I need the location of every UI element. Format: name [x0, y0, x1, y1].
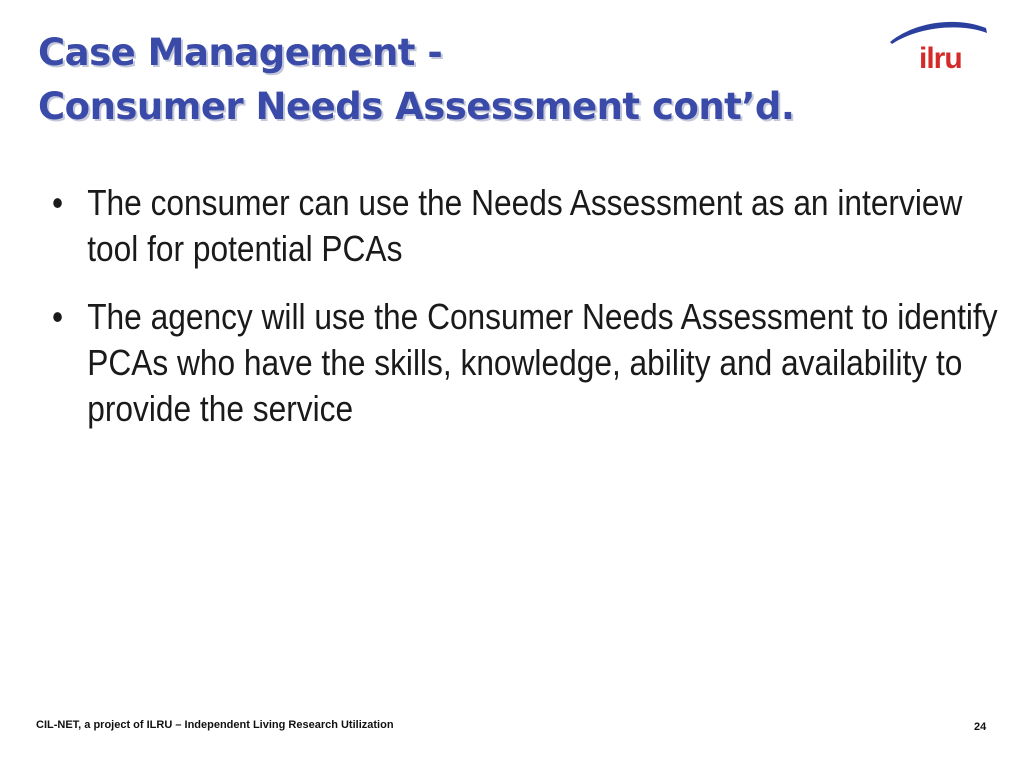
footer-text: CIL-NET, a project of ILRU – Independent Living Research Utilization	[36, 719, 394, 731]
ilru-logo-text: ilru	[919, 42, 962, 72]
bullet-marker: •	[52, 296, 64, 337]
bullet-text: The agency will use the Consumer Needs Assessment to identify PCAs who have the skills, knowledge, ability and availability to provide the service	[87, 296, 998, 429]
bullet-text: The consumer can use the Needs Assessment as an interview tool for potential PCAs	[87, 182, 963, 269]
bullet-item	[52, 180, 1002, 272]
ilru-logo-arc	[890, 22, 987, 44]
bullet-marker: •	[52, 182, 64, 223]
bullet-item	[52, 294, 1002, 432]
slide-title-line-1: Case Management -	[38, 31, 443, 74]
bullet-list	[52, 180, 998, 454]
ilru-logo	[886, 16, 992, 72]
page-number: 24	[974, 721, 987, 733]
slide-title	[38, 26, 794, 134]
slide-title-line-2: Consumer Needs Assessment cont’d.	[38, 85, 795, 128]
